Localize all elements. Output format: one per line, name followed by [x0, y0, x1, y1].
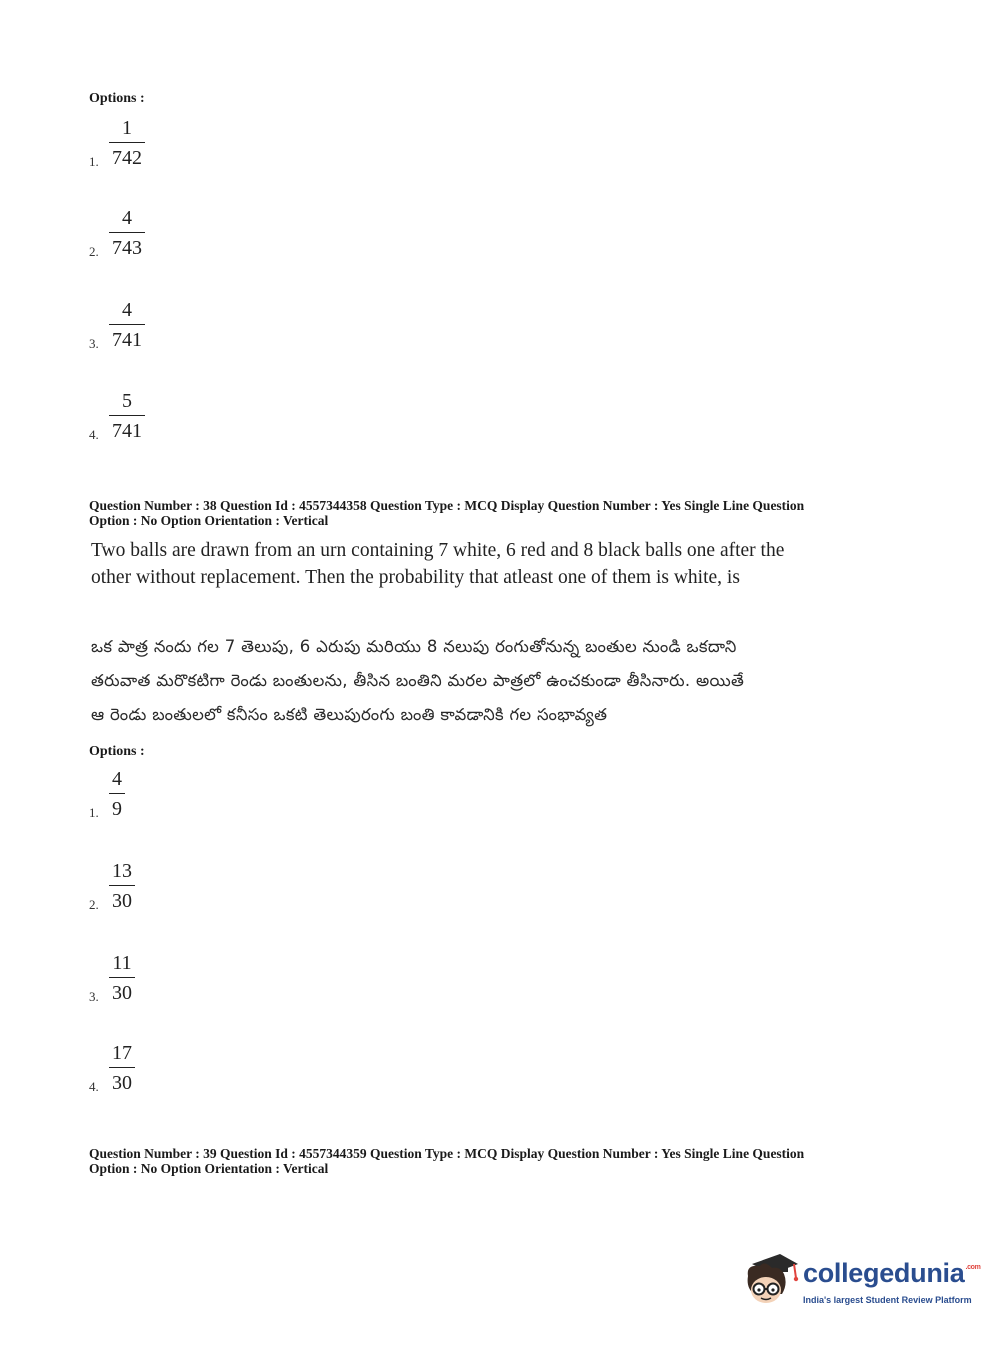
denominator: 742: [112, 147, 142, 170]
numerator: 5: [122, 390, 132, 412]
english-line-2: other without replacement. Then the probability that atleast one of them is white, is: [91, 567, 740, 588]
option-number: 3.: [89, 989, 99, 1004]
fraction-bar: [109, 232, 145, 233]
collegedunia-logo[interactable]: [742, 1250, 981, 1310]
brand-com: .com: [965, 1264, 981, 1271]
numerator: 11: [112, 952, 132, 974]
meta-line-1: Question Number : 38 Question Id : 4557344358 Question Type : MCQ Display Question Number : Yes Single Line Question: [89, 498, 805, 513]
fraction-bar: [109, 885, 135, 886]
denominator: 30: [112, 890, 132, 913]
telugu-line-1: ఒక పాత్ర నందు గల 7 తెలుపు, 6 ఎరుపు మరియు 8 నలుపు రంగుతోనున్న బంతుల నుండి ఒకదాని: [91, 637, 737, 656]
telugu-line-2: తరువాత మరొకటిగా రెండు బంతులను, తీసిన బంతిని మరల పాత్రలో ఉంచకుండా తీసినారు. అయితే: [91, 671, 745, 690]
fraction-bar: [109, 793, 125, 794]
fraction-bar: [109, 324, 145, 325]
denominator: 30: [112, 982, 132, 1005]
fraction: [109, 206, 145, 260]
options-heading: Options :: [89, 744, 145, 759]
brand-tagline: India's largest Student Review Platform: [803, 1295, 972, 1305]
denominator: 741: [112, 329, 142, 352]
fraction-bar: [109, 977, 135, 978]
fraction-bar: [109, 142, 145, 143]
meta-line-2: Option : No Option Orientation : Vertical: [89, 513, 329, 528]
options-heading: Options :: [89, 91, 145, 106]
fraction: [109, 1041, 135, 1095]
meta-line-2: Option : No Option Orientation : Vertical: [89, 1161, 329, 1176]
option-number: 1.: [89, 154, 99, 169]
question-38-english: [91, 537, 891, 591]
numerator: 13: [112, 860, 132, 882]
brand-name: [803, 1258, 981, 1289]
question-39-meta: [89, 1146, 909, 1176]
fraction: [109, 116, 145, 170]
mascot-icon: [742, 1250, 800, 1310]
question-38-telugu: [91, 630, 891, 732]
fraction: [109, 298, 145, 352]
fraction-bar: [109, 1067, 135, 1068]
option-number: 4.: [89, 1079, 99, 1094]
brand-text: collegedunia: [803, 1258, 965, 1288]
english-line-1: Two balls are drawn from an urn containing 7 white, 6 red and 8 black balls one after the: [91, 540, 785, 561]
numerator: 4: [122, 299, 132, 321]
fraction: [109, 951, 135, 1005]
numerator: 4: [122, 207, 132, 229]
fraction: [109, 859, 135, 913]
option-number: 2.: [89, 244, 99, 259]
numerator: 4: [112, 768, 122, 790]
denominator: 9: [112, 798, 122, 821]
fraction: [109, 389, 145, 443]
fraction-bar: [109, 415, 145, 416]
denominator: 30: [112, 1072, 132, 1095]
option-number: 1.: [89, 805, 99, 820]
fraction: [109, 767, 125, 821]
option-number: 4.: [89, 427, 99, 442]
numerator: 17: [112, 1042, 132, 1064]
option-number: 3.: [89, 336, 99, 351]
meta-line-1: Question Number : 39 Question Id : 4557344359 Question Type : MCQ Display Question Number : Yes Single Line Question: [89, 1146, 805, 1161]
numerator: 1: [122, 117, 132, 139]
denominator: 743: [112, 237, 142, 260]
option-number: 2.: [89, 897, 99, 912]
denominator: 741: [112, 420, 142, 443]
telugu-line-3: ఆ రెండు బంతులలో కనీసం ఒకటి తెలుపురంగు బంతి కావడానికి గల సంభావ్యత: [91, 705, 608, 724]
question-38-meta: [89, 498, 909, 528]
